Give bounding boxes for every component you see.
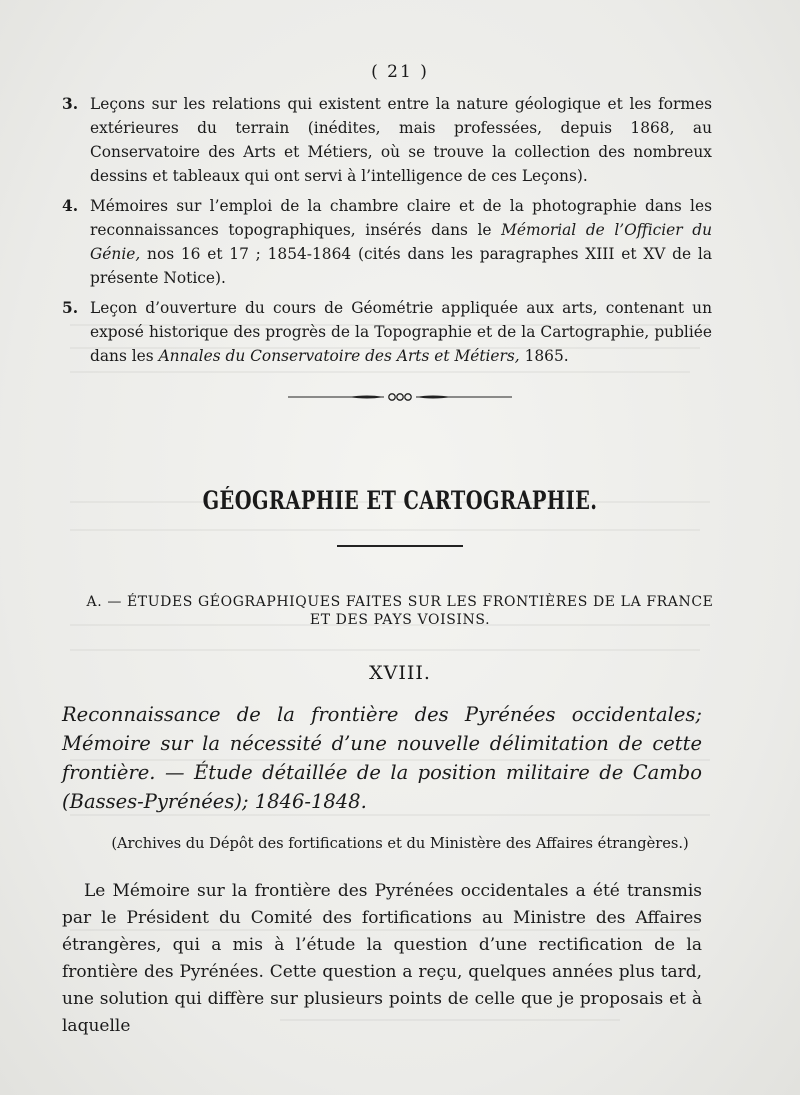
list-item-text-part: 1865. (519, 347, 569, 365)
subheading-line-2: ET DES PAYS VOISINS. (309, 612, 491, 628)
page-number: ( 21 ) (371, 62, 429, 82)
list-item-text-part: Leçon d’ouverture du cours de Géométrie appliquée aux arts, contenant un exposé historique des progrès de la Topographie et de la Cartographie, publiée dans les (90, 299, 712, 365)
list-item-text (90, 194, 712, 290)
archive-note: (Archives du Dépôt des fortifications et du Ministère des Affaires étrangères.) (111, 835, 689, 852)
list-item-number: 4. (62, 197, 79, 215)
body-paragraph: Le Mémoire sur la frontière des Pyrénées occidentales a été transmis par le Président du Comité des fortifications au Ministre des Affaires étrangères, qui a mis à l’étude la question d’une rectification de la frontière des Pyrénées. Cette question a reçu, quelques années plus tard, une solution qui diffère sur plusieurs points de celle que je proposais et à laquelle (62, 881, 702, 1036)
list-item-text: Leçons sur les relations qui existent entre la nature géologique et les formes extérieures du terrain (inédites, mais professées, depuis 1868, au Conservatoire des Arts et Métiers, où se trouve la collection des nombreux dessins et tableaux qui ont servi à l’intelligence de ces Leçons). (90, 95, 712, 185)
list-item-text-part: Mémoires sur l’emploi de la chambre claire et de la photographie dans les reconnaissances topographiques, insérés dans le (90, 197, 712, 239)
list-item (62, 296, 712, 368)
ornamental-divider (288, 389, 512, 405)
list-item-italic-title: Annales du Conservatoire des Arts et Métiers, (158, 347, 520, 365)
list-item-text-part: nos 16 et 17 ; 1854-1864 (cités dans les paragraphes XIII et XV de la présente Notice). (90, 245, 712, 287)
section-heading: GÉOGRAPHIE ET CARTOGRAPHIE. (202, 486, 598, 515)
entry-number: XVIII. (369, 662, 431, 684)
publication-list (62, 92, 712, 374)
entry-title: Reconnaissance de la frontière des Pyrénées occidentales; Mémoire sur la nécessité d’une nouvelle délimitation de cette frontière. — Étude détaillée de la position militaire de Cambo (Basses-Pyrénées); 1846-1848. (62, 703, 702, 813)
subheading-line-1: A. — ÉTUDES GÉOGRAPHIQUES FAITES SUR LES FRONTIÈRES DE LA FRANCE (86, 594, 714, 610)
list-item (62, 92, 712, 188)
list-item-number: 5. (62, 299, 79, 317)
list-item-italic-title: Mémorial de l’Officier du Génie, (90, 221, 712, 263)
heading-rule (337, 545, 463, 547)
list-item (62, 194, 712, 290)
list-item-text (90, 296, 712, 368)
list-item-number: 3. (62, 95, 79, 113)
